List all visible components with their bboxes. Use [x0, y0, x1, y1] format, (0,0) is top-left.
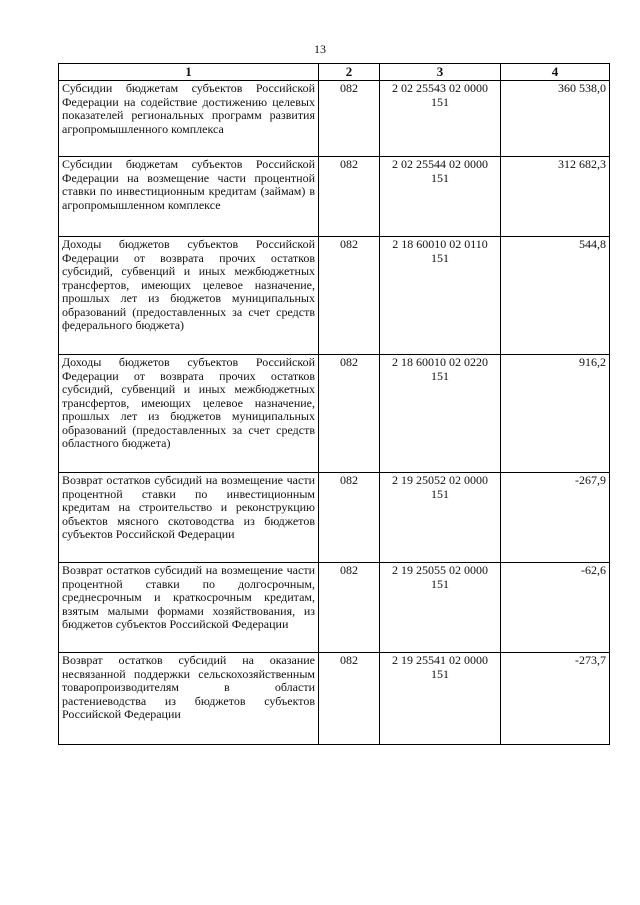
column-header-1: 1 — [59, 64, 319, 81]
row-name: Субсидии бюджетам субъектов Российской Федерации на содействие достижению целевых показателей региональных программ развития агропромышленного комплекса — [59, 81, 319, 157]
row-admin-code: 082 — [319, 157, 380, 237]
row-amount: 544,8 — [501, 237, 610, 355]
row-budget-code: 2 02 25544 02 0000 151 — [380, 157, 501, 237]
row-budget-code: 2 19 25541 02 0000 151 — [380, 653, 501, 745]
budget-revenue-table — [58, 63, 610, 745]
row-admin-code: 082 — [319, 81, 380, 157]
table-row — [59, 355, 610, 473]
column-header-4: 4 — [501, 64, 610, 81]
row-amount: -62,6 — [501, 563, 610, 653]
table-header-row — [59, 64, 610, 81]
row-name: Возврат остатков субсидий на возмещение части процентной ставки по долгосрочным, среднесрочным и краткосрочным кредитам, взятым малыми формами хозяйствования, из бюджетов субъектов Российской Федерации — [59, 563, 319, 653]
row-admin-code: 082 — [319, 355, 380, 473]
row-amount: 916,2 — [501, 355, 610, 473]
row-amount: 360 538,0 — [501, 81, 610, 157]
row-budget-code: 2 18 60010 02 0220 151 — [380, 355, 501, 473]
row-amount: 312 682,3 — [501, 157, 610, 237]
row-admin-code: 082 — [319, 473, 380, 563]
row-name: Возврат остатков субсидий на оказание несвязанной поддержки сельскохозяйственным товаропроизводителям в области растениеводства из бюджетов субъектов Российской Федерации — [59, 653, 319, 745]
table-row — [59, 473, 610, 563]
row-budget-code: 2 19 25055 02 0000 151 — [380, 563, 501, 653]
column-header-3: 3 — [380, 64, 501, 81]
row-budget-code: 2 19 25052 02 0000 151 — [380, 473, 501, 563]
column-header-2: 2 — [319, 64, 380, 81]
table-row — [59, 563, 610, 653]
page-number: 13 — [314, 42, 326, 56]
row-name: Доходы бюджетов субъектов Российской Федерации от возврата прочих остатков субсидий, субвенций и иных межбюджетных трансфертов, имеющих целевое назначение, прошлых лет из бюджетов муниципальных образований (предоставленных за счет средств областного бюджета) — [59, 355, 319, 473]
row-name: Возврат остатков субсидий на возмещение части процентной ставки по инвестиционным кредитам на строительство и реконструкцию объектов мясного скотоводства из бюджетов субъектов Российской Федерации — [59, 473, 319, 563]
row-amount: -273,7 — [501, 653, 610, 745]
row-budget-code: 2 18 60010 02 0110 151 — [380, 237, 501, 355]
row-amount: -267,9 — [501, 473, 610, 563]
row-admin-code: 082 — [319, 563, 380, 653]
row-name: Доходы бюджетов субъектов Российской Федерации от возврата прочих остатков субсидий, субвенций и иных межбюджетных трансфертов, имеющих целевое назначение, прошлых лет из бюджетов муниципальных образований (предоставленных за счет средств федерального бюджета) — [59, 237, 319, 355]
row-admin-code: 082 — [319, 237, 380, 355]
row-budget-code: 2 02 25543 02 0000 151 — [380, 81, 501, 157]
row-admin-code: 082 — [319, 653, 380, 745]
table-row — [59, 157, 610, 237]
table-row — [59, 237, 610, 355]
row-name: Субсидии бюджетам субъектов Российской Федерации на возмещение части процентной ставки по инвестиционным кредитам (займам) в агропромышленном комплексе — [59, 157, 319, 237]
table-row — [59, 653, 610, 745]
table-row — [59, 81, 610, 157]
